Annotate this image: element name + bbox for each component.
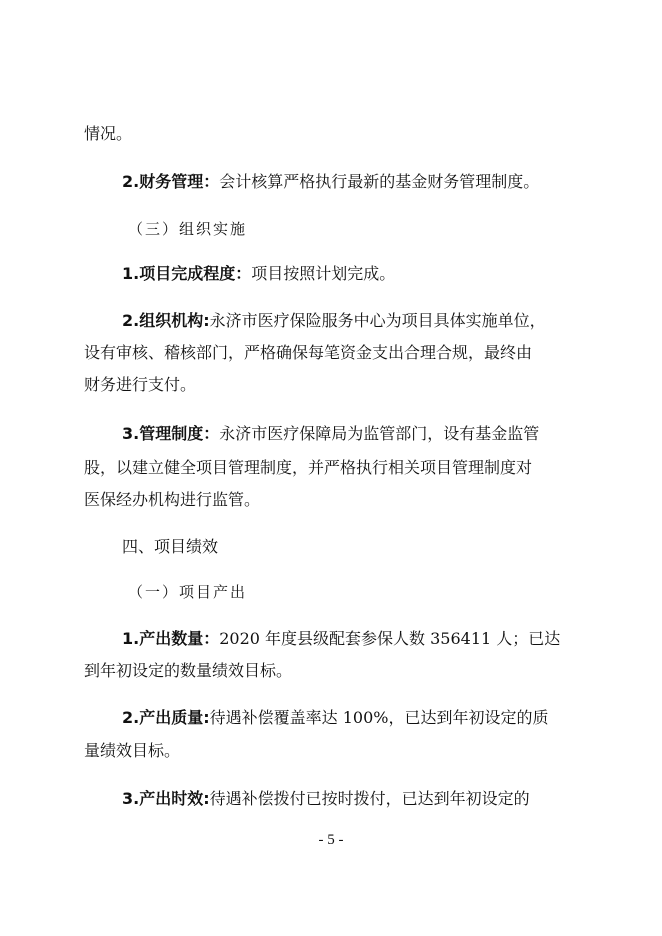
paragraph-management-line1	[122, 424, 584, 444]
paragraph-quality-line2	[84, 741, 584, 761]
quantity-label: 1.产出数量：	[122, 629, 220, 648]
management-label: 3.管理制度：	[122, 424, 220, 443]
timeliness-text-1: 待遇补偿拨付已按时拨付，已达到年初设定的	[209, 789, 530, 808]
quantity-text-2: 到年初设定的数量绩效目标。	[84, 661, 293, 680]
structure-text-1: 永济市医疗保险服务中心为项目具体实施单位，	[209, 311, 546, 330]
quality-label: 2.产出质量:	[122, 708, 210, 727]
quality-text-2: 量绩效目标。	[84, 741, 181, 760]
structure-label: 2.组织机构:	[122, 311, 210, 330]
intro-text: 情况。	[84, 124, 133, 143]
paragraph-management-line3	[84, 490, 584, 510]
management-text-1: 永济市医疗保障局为监管部门，设有基金监管	[219, 424, 540, 443]
finance-label: 2.财务管理：	[122, 172, 220, 191]
paragraph-quantity-line1	[122, 629, 584, 649]
subheading-organization	[128, 219, 628, 239]
structure-text-2: 设有审核、稽核部门，严格确保每笔资金支出合理合规，最终由	[84, 343, 533, 362]
paragraph-management-line2	[84, 458, 584, 478]
paragraph-structure-line2	[84, 343, 584, 363]
subheading-org-text: （三）组织实施	[128, 220, 248, 238]
paragraph-quantity-line2	[84, 661, 584, 681]
finance-text: 会计核算严格执行最新的基金财务管理制度。	[219, 172, 540, 191]
quality-text-1: 待遇补偿覆盖率达 100%，已达到年初设定的质	[209, 708, 549, 727]
management-text-3: 医保经办机构进行监管。	[84, 490, 261, 509]
paragraph-structure-line1	[122, 311, 584, 331]
structure-text-3: 财务进行支付。	[84, 375, 197, 394]
paragraph-timeliness-line1	[122, 789, 584, 809]
paragraph-finance-management	[122, 172, 584, 192]
management-text-2: 股，以建立健全项目管理制度，并严格执行相关项目管理制度对	[84, 458, 533, 477]
subheading-output	[128, 582, 628, 602]
paragraph-structure-line3	[84, 375, 584, 395]
paragraph-quality-line1	[122, 708, 584, 728]
subheading-output-text: （一）项目产出	[128, 583, 248, 601]
page-number: - 5 -	[318, 832, 344, 848]
paragraph-completion	[122, 264, 584, 284]
paragraph-intro-tail	[84, 124, 584, 144]
section-perf-text: 四、项目绩效	[122, 537, 219, 556]
section-heading-performance	[122, 537, 584, 557]
timeliness-label: 3.产出时效:	[122, 789, 210, 808]
quantity-text-1: 2020 年度县级配套参保人数 356411 人；已达	[219, 629, 561, 648]
completion-label: 1.项目完成程度：	[122, 264, 252, 283]
completion-text: 项目按照计划完成。	[251, 264, 396, 283]
